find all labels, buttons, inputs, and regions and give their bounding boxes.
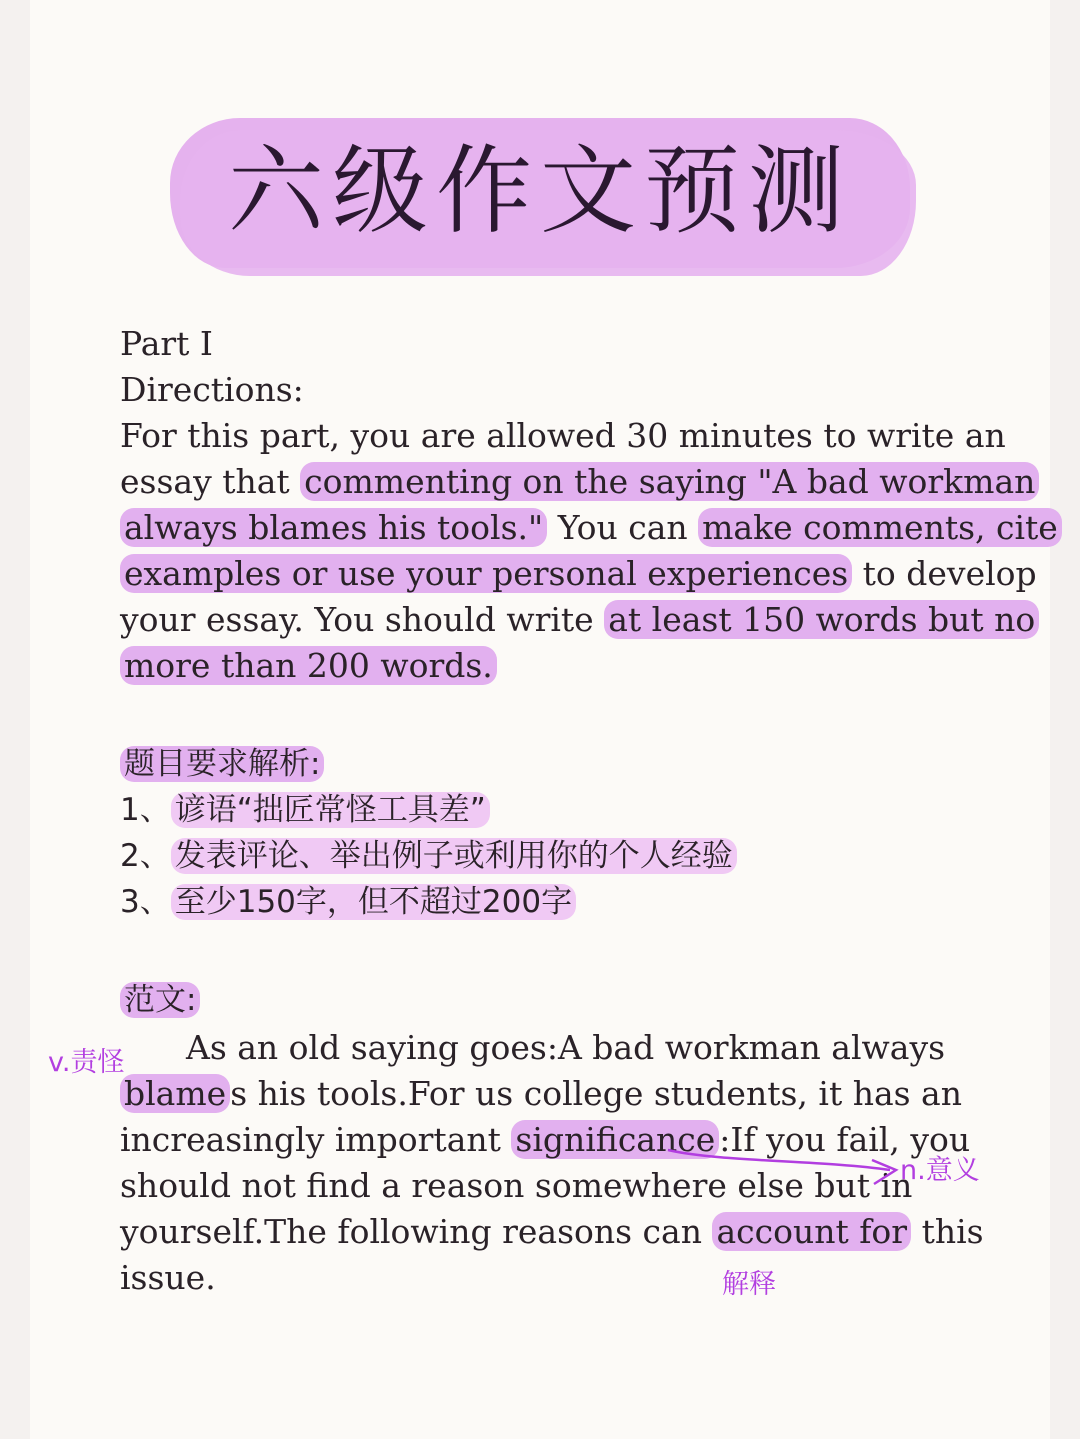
item-number: 1、: [120, 792, 171, 828]
item-text: 发表评论、举出例子或利用你的个人经验: [171, 838, 737, 874]
highlight-account-for: account for: [712, 1212, 911, 1251]
sample-label: 范文:: [120, 982, 200, 1018]
arrow-line: [668, 1150, 890, 1170]
highlight-significance: significance: [511, 1120, 719, 1159]
sample-text: yourself.The following reasons can: [120, 1212, 713, 1251]
directions-text: You can: [547, 508, 699, 547]
highlight-word-limit: more than 200 words.: [120, 646, 497, 685]
highlight-word-count: at least 150 words but no: [604, 600, 1039, 639]
directions-text: your essay. You should write: [120, 600, 605, 639]
analysis-label: 题目要求解析:: [120, 746, 324, 782]
note-significance: n.意义: [900, 1155, 980, 1186]
item-text: 谚语“拙匠常怪工具差”: [171, 792, 490, 828]
highlight-make-comments: make comments, cite: [698, 508, 1062, 547]
highlight-comment-saying: commenting on the saying "A bad workman: [300, 462, 1039, 501]
directions-text: to develop: [852, 554, 1037, 593]
directions-text: essay that: [120, 462, 301, 501]
item-text: 至少150字，但不超过200字: [171, 884, 576, 920]
arrow-head-icon: [872, 1160, 896, 1184]
highlight-examples: examples or use your personal experiences: [120, 554, 852, 593]
highlight-blames-tools: always blames his tools.": [120, 508, 547, 547]
directions-line-1: For this part, you are allowed 30 minutes to write an: [120, 416, 1006, 455]
sample-text: increasingly important: [120, 1120, 512, 1159]
part-label: Part I: [120, 324, 213, 363]
sample-line-6: issue.: [120, 1258, 216, 1297]
sample-text: :If you fail, you: [719, 1120, 971, 1159]
note-blame: v.责怪: [48, 1047, 125, 1078]
highlight-blame: blame: [120, 1074, 230, 1113]
sample-text: this: [911, 1212, 984, 1251]
note-account-for: 解释: [722, 1269, 776, 1300]
sample-line-4: should not find a reason somewhere else but in: [120, 1166, 913, 1205]
item-number: 3、: [120, 884, 171, 920]
item-number: 2、: [120, 838, 171, 874]
sample-text: s his tools.For us college students, it has an: [230, 1074, 962, 1113]
directions-label: Directions:: [120, 370, 304, 409]
sample-line-1: As an old saying goes:A bad workman always: [186, 1028, 946, 1067]
page-title: 六级作文预测: [228, 135, 852, 247]
